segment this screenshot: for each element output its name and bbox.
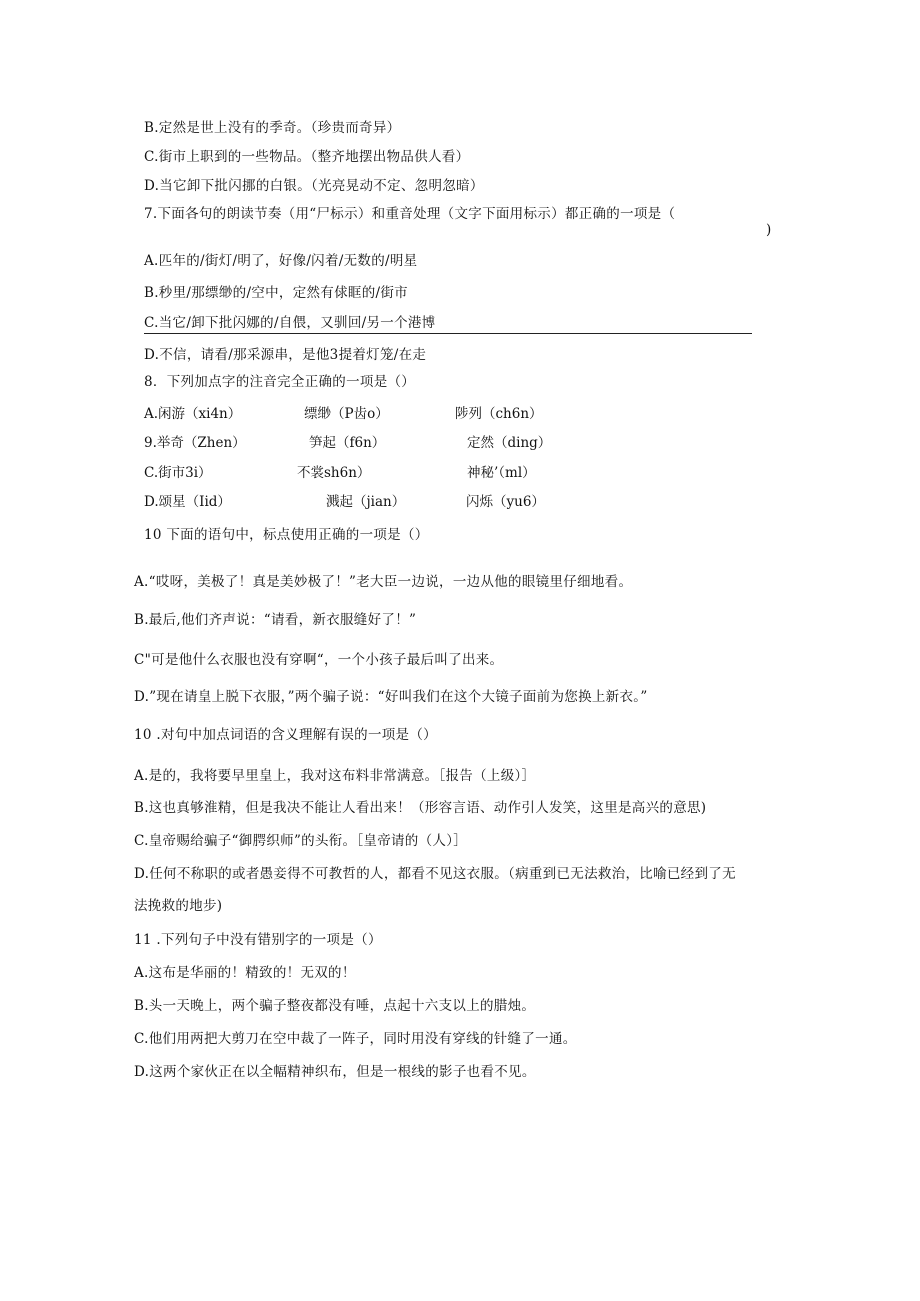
- q6-option-d: D.当它卸下批闪挪的白银。（光亮晃动不定、忽明忽暗）: [144, 178, 484, 194]
- q10a-option-b: B.最后,他们齐声说：“请看，新衣服缝好了！”: [134, 612, 417, 628]
- q6-option-c: C.街市上职到的一些物品。（整齐地摆出物品供人看）: [144, 149, 470, 165]
- q7-option-b: B.秒里/那缥缈的/空中，定然有俅眶的/街市: [144, 285, 408, 301]
- q7-option-d: D.不信，请看/那采源串，是他3提着灯笼/在走: [144, 347, 427, 363]
- q7-answer-bracket: ): [766, 222, 772, 238]
- q7-underline-rule: [144, 333, 752, 334]
- q8-row4-col3: 闪烁（yu6）: [466, 494, 545, 510]
- q10b-option-c: C.皇帝赐给骗子“御腭织师”的头衔。［皇帝请的（人）］: [134, 833, 468, 849]
- q8-row1-col1: A.闲游（xi4n）: [144, 406, 242, 422]
- q10b-option-d-continued: 法挽救的地步): [134, 898, 223, 914]
- q8-row2-col2: 笋起（f6n）: [309, 435, 386, 451]
- q7-stem: 7.下面各句的朗读节奏（用“尸标示）和重音处理（文字下面用标示）都正确的一项是（: [144, 206, 676, 222]
- q11-stem: 11 .下列句子中没有错别字的一项是（）: [134, 932, 382, 948]
- q11-option-c: C.他们用两把大剪刀在空中裁了一阵子，同时用没有穿线的针缝了一通。: [134, 1031, 577, 1047]
- q8-row1-col3: 陟列（ch6n）: [455, 406, 543, 422]
- q8-row4-col2: 溅起（jian）: [326, 494, 406, 510]
- q7-option-c: C.当它/卸下批闪娜的/自偎，又驯回/另一个港博: [144, 315, 436, 331]
- q8-row2-col1: 9.举奇（Zhen）: [144, 435, 246, 451]
- q10a-stem: 10 下面的语句中，标点使用正确的一项是（）: [144, 527, 429, 543]
- q8-row2-col3: 定然（ding）: [467, 435, 552, 451]
- q10b-option-b: B.这也真够淮精，但是我决不能让人看出来！（形容言语、动作引人发笑，这里是高兴的意思): [134, 800, 707, 816]
- q6-option-b: B.定然是世上没有的季奇。（珍贵而奇异）: [144, 120, 401, 136]
- q11-option-b: B.头一天晚上，两个骗子整夜都没有唾，点起十六支以上的腊烛。: [134, 998, 536, 1014]
- q8-row3-col2: 不裳sh6n）: [297, 465, 371, 481]
- q8-stem: 8．下列加点字的注音完全正确的一项是（）: [144, 374, 416, 390]
- q10a-option-c: C"可是他什么衣服也没有穿啊“，一个小孩子最后叫了出来。: [134, 652, 504, 668]
- q7-option-a: A.匹年的/街灯/明了，好像/闪着/无数的/明星: [144, 253, 418, 269]
- q8-row3-col3: 神秘’（ml）: [467, 465, 536, 481]
- q8-row4-col1: D.颂星（Iid）: [144, 494, 231, 510]
- q11-option-a: A.这布是华丽的！精致的！无双的！: [134, 965, 356, 981]
- q8-row1-col2: 缥缈（P齿o）: [304, 406, 389, 422]
- q10a-option-d: D.”现在请皇上脱下衣服，”两个骗子说：“好叫我们在这个大镜子面前为您换上新衣。”: [134, 689, 648, 705]
- q10b-option-a: A.是的，我将要早里皇上，我对这布料非常满意。［报告（上级）］: [134, 768, 536, 784]
- q8-row3-col1: C.街市3i）: [144, 465, 212, 481]
- q10b-option-d: D.任何不称职的或者愚妾得不可教哲的人，都看不见这衣服。（病重到已无法救治，比喻已经到了无: [134, 866, 736, 882]
- q11-option-d: D.这两个家伙正在以全幅精神织布，但是一根线的影子也看不见。: [134, 1064, 536, 1080]
- q10a-option-a: A.“哎呀，美极了！真是美妙极了！”老大臣一边说，一边从他的眼镜里仔细地看。: [134, 574, 633, 590]
- q10b-stem: 10 .对句中加点词语的含义理解有误的一项是（）: [134, 727, 437, 743]
